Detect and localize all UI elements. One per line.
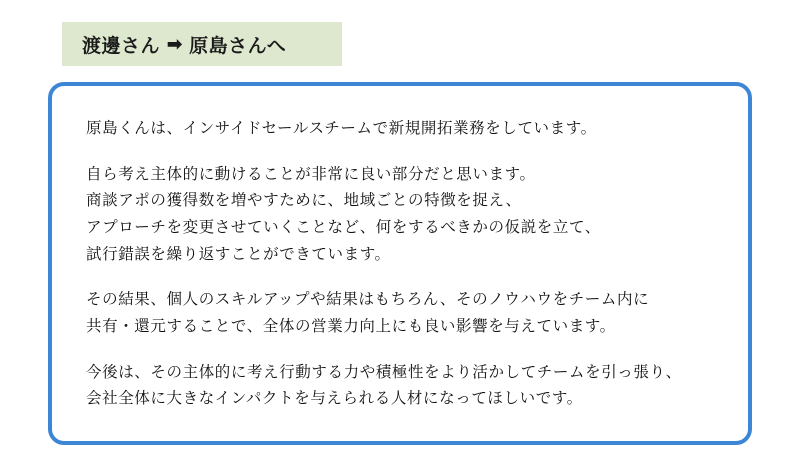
text-line: 今後は、その主体的に考え行動する力や積極性をより活かしてチームを引っ張り、: [86, 363, 682, 381]
text-line: 原島くんは、インサイドセールスチームで新規開拓業務をしています。: [86, 120, 597, 137]
text-line: 商談アポの獲得数を増やすために、地域ごとの特徴を捉え、: [86, 192, 522, 210]
paragraph-result: [86, 287, 714, 340]
text-line: 試行錯誤を繰り返すことができています。: [86, 245, 391, 263]
message-card: [48, 82, 752, 445]
text-line: 会社全体に大きなインパクトを与えられる人材になってほしいです。: [86, 390, 583, 408]
header-to-name: 原島さんへ: [189, 35, 287, 57]
header-from-name: 渡邊さん: [82, 35, 161, 57]
paragraph-expectation: [86, 360, 714, 413]
text-line: その結果、個人のスキルアップや結果はもちろん、そのノウハウをチーム内に: [86, 291, 650, 309]
text-line: アプローチを変更させていくことなど、何をするべきかの仮説を立て、: [86, 218, 601, 236]
header-banner: [62, 22, 342, 66]
message-body: [52, 86, 748, 443]
paragraph-strengths: [86, 162, 714, 269]
text-line: 自ら考え主体的に動けることが非常に良い部分だと思います。: [86, 165, 536, 183]
arrow-right-icon: ➡: [167, 33, 183, 54]
text-line: 共有・還元することで、全体の営業力向上にも良い影響を与えています。: [86, 317, 616, 335]
paragraph-intro: [86, 116, 714, 143]
